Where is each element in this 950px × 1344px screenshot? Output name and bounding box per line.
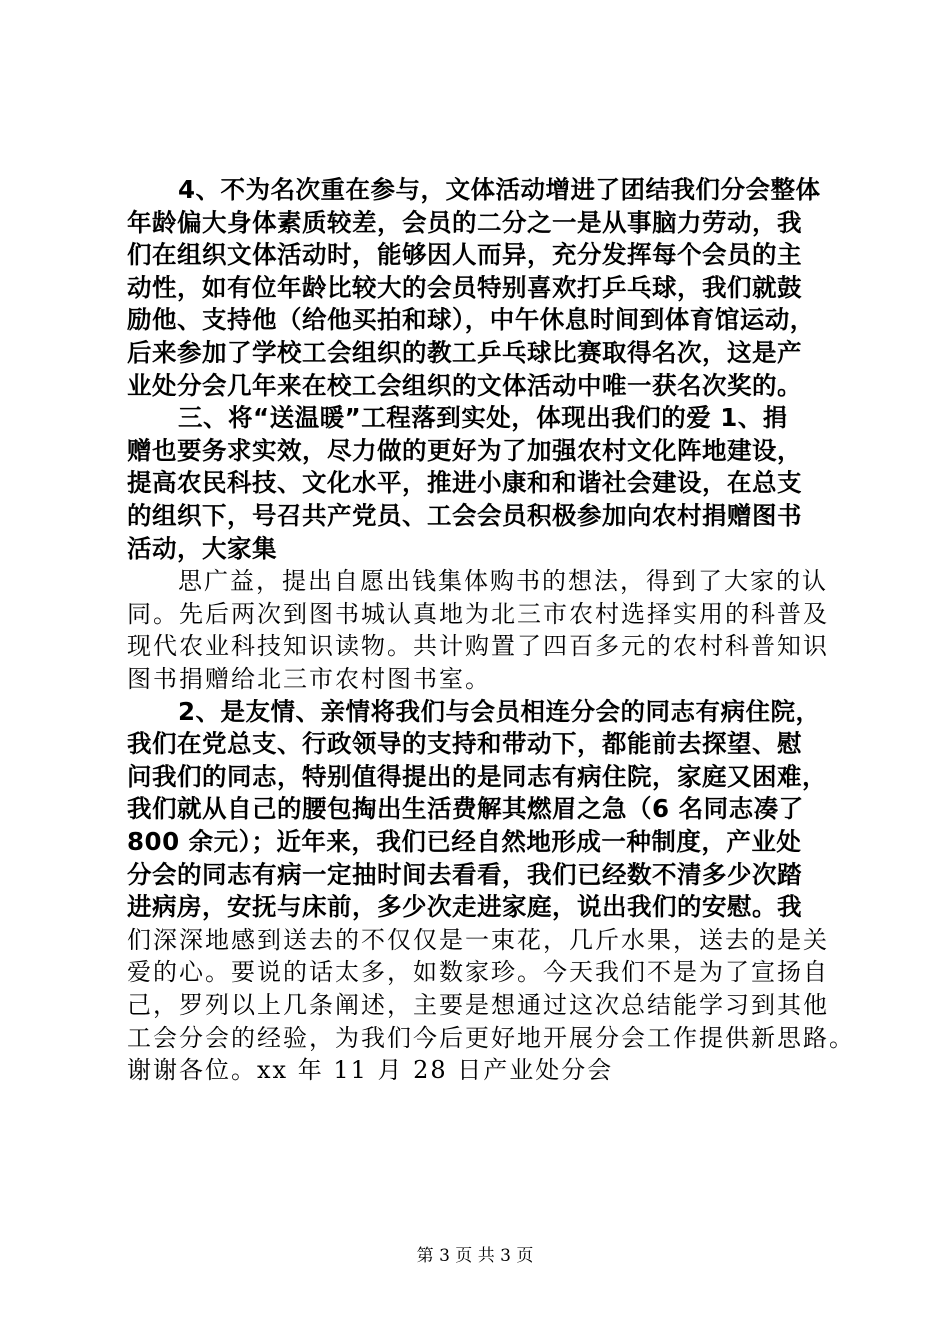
- text-line: 提高农民科技、文化水平，推进小康和和谐社会建设，在总支: [127, 468, 802, 498]
- text-line: 活动，大家集: [127, 533, 277, 563]
- text-line: 励他、支持他（给他买拍和球），中午休息时间到体育馆运动，: [127, 305, 815, 335]
- text-line: 年龄偏大身体素质较差，会员的二分之一是从事脑力劳动，我: [127, 207, 802, 237]
- text-line: 4、不为名次重在参与，文体活动增进了团结我们分会整体: [178, 175, 821, 204]
- text-line: 们深深地感到送去的不仅仅是一束花，几斤水果，送去的是关: [127, 925, 829, 954]
- text-line: 我们在党总支、行政领导的支持和带动下，都能前去探望、慰: [127, 729, 802, 759]
- text-line: 800 余元）；近年来，我们已经自然地形成一种制度，产业处: [127, 827, 802, 856]
- text-line: 我们就从自己的腰包掏出生活费解其燃眉之急（6 名同志凑了: [127, 794, 804, 824]
- text-line: 己，罗列以上几条阐述，主要是想通过这次总结能学习到其他: [127, 991, 829, 1019]
- text-line: 现代农业科技知识读物。共计购置了四百多元的农村科普知识: [127, 632, 829, 661]
- text-line: 爱的心。要说的话太多，如数家珍。今天我们不是为了宣扬自: [127, 958, 829, 987]
- text-line: 工会分会的经验，为我们今后更好地开展分会工作提供新思路。: [127, 1023, 855, 1052]
- text-line: 动性，如有位年龄比较大的会员特别喜欢打乒乓球，我们就鼓: [127, 272, 802, 302]
- text-line: 图书捐赠给北三市农村图书室。: [127, 665, 491, 693]
- text-line: 思广益，提出自愿出钱集体购书的想法，得到了大家的认: [178, 567, 828, 596]
- text-line: 赠也要务求实效，尽力做的更好为了加强农村文化阵地建设，: [127, 435, 802, 465]
- text-line: 问我们的同志，特别值得提出的是同志有病住院，家庭又困难，: [127, 761, 827, 791]
- text-line: 分会的同志有病一定抽时间去看看，我们已经数不清多少次踏: [127, 859, 802, 889]
- text-line: 们在组织文体活动时，能够因人而异，充分发挥每个会员的主: [127, 240, 802, 270]
- text-line: 业处分会几年来在校工会组织的文体活动中唯一获名次奖的。: [127, 370, 802, 400]
- text-line: 后来参加了学校工会组织的教工乒乓球比赛取得名次，这是产: [127, 338, 802, 367]
- text-line: 谢谢各位。xx 年 11 月 28 日产业处分会: [127, 1056, 614, 1085]
- text-line: 三、将“送温暖”工程落到实处，体现出我们的爱 1、捐: [178, 403, 788, 433]
- text-line: 2、是友情、亲情将我们与会员相连分会的同志有病住院，: [178, 696, 821, 726]
- text-line: 同。先后两次到图书城认真地为北三市农村选择实用的科普及: [127, 599, 829, 628]
- text-line: 的组织下，号召共产党员、工会会员积极参加向农村捐赠图书: [127, 501, 802, 530]
- text-line: 进病房，安抚与床前，多少次走进家庭，说出我们的安慰。我: [127, 892, 802, 922]
- page-footer: 第 3 页 共 3 页: [416, 1246, 534, 1266]
